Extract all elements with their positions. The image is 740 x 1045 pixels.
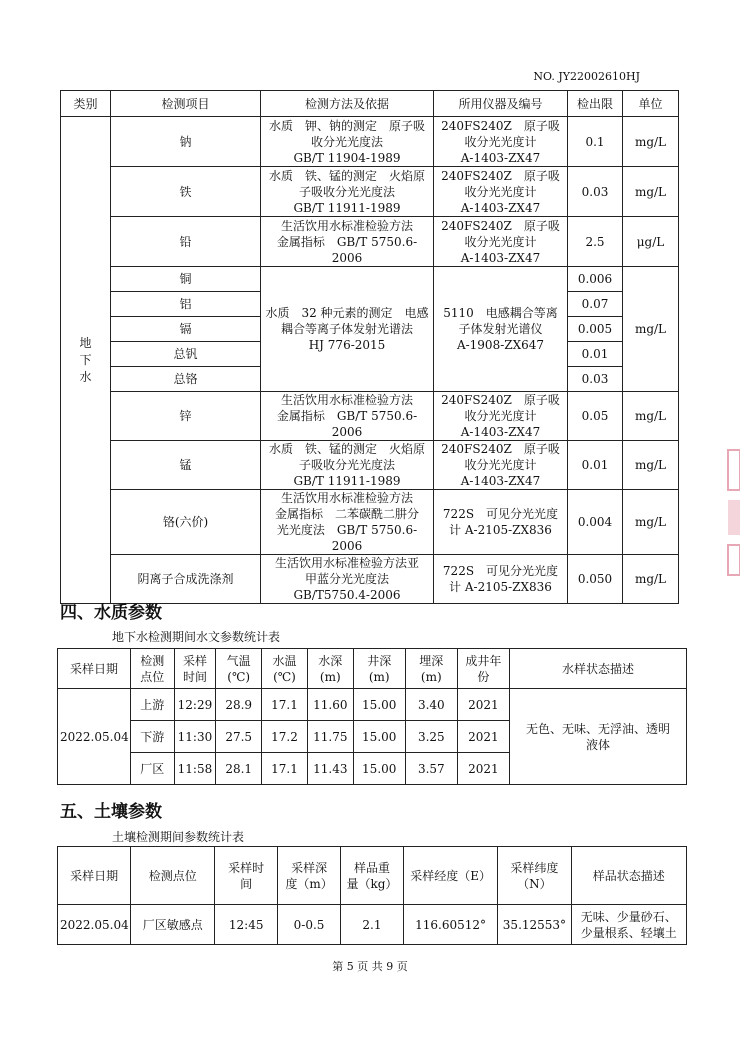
item-cell: 铝 <box>111 292 261 317</box>
date-cell: 2022.05.04 <box>58 689 131 785</box>
instrument-cell: 240FS240Z 原子吸 收分光光度计 A-1403-ZX47 <box>434 217 568 267</box>
table-cell: 11.43 <box>307 753 353 785</box>
unit-cell: mg/L <box>623 267 679 392</box>
table-cell: 35.12553° <box>498 905 571 945</box>
unit-cell: mg/L <box>623 555 679 604</box>
method-cell: 水质 钾、钠的测定 原子吸 收分光光度法 GB/T 11904-1989 <box>261 117 434 167</box>
item-cell: 锌 <box>111 392 261 441</box>
table-row <box>61 267 679 292</box>
table-cell: 28.1 <box>216 753 262 785</box>
table-cell: 17.1 <box>262 689 308 721</box>
table-cell: 17.2 <box>262 721 308 753</box>
header-cell: 水样状态描述 <box>509 649 686 689</box>
limit-cell: 0.006 <box>568 267 623 292</box>
soil-table <box>57 846 687 945</box>
unit-cell: mg/L <box>623 117 679 167</box>
item-cell: 铁 <box>111 167 261 217</box>
method-cell: 生活饮用水标准检验方法 金属指标 GB/T 5750.6-2006 <box>261 217 434 267</box>
table-cell: 厂区敏感点 <box>131 905 215 945</box>
method-cell: 生活饮用水标准检验方法亚 甲蓝分光光度法 GB/T5750.4-2006 <box>261 555 434 604</box>
table-cell: 27.5 <box>216 721 262 753</box>
item-cell: 铅 <box>111 217 261 267</box>
table-caption-water: 地下水检测期间水文参数统计表 <box>112 630 281 644</box>
method-cell: 水质 铁、锰的测定 火焰原 子吸收分光光度法 GB/T 11911-1989 <box>261 167 434 217</box>
header-cell: 采样深 度（m） <box>278 847 341 905</box>
limit-cell: 2.5 <box>568 217 623 267</box>
description-cell: 无味、少量砂石、 少量根系、轻壤土 <box>571 905 686 945</box>
header-cell: 检测项目 <box>111 91 261 117</box>
table-caption-soil: 土壤检测期间参数统计表 <box>112 830 245 844</box>
header-cell: 井深 (m) <box>353 649 405 689</box>
header-cell: 检出限 <box>568 91 623 117</box>
table-row <box>61 217 679 267</box>
unit-cell: mg/L <box>623 490 679 555</box>
item-cell: 铜 <box>111 267 261 292</box>
method-cell: 生活饮用水标准检验方法 金属指标 二苯碳酰二肼分 光光度法 GB/T 5750.6-2006 <box>261 490 434 555</box>
test-method-table <box>60 90 679 604</box>
table-cell: 12:45 <box>215 905 278 945</box>
item-cell: 阴离子合成洗涤剂 <box>111 555 261 604</box>
header-cell: 样品重 量（kg） <box>341 847 404 905</box>
header-cell: 成井年 份 <box>457 649 509 689</box>
table-cell: 2021 <box>457 689 509 721</box>
item-cell: 钠 <box>111 117 261 167</box>
limit-cell: 0.07 <box>568 292 623 317</box>
unit-cell: mg/L <box>623 392 679 441</box>
table-cell: 厂区 <box>130 753 174 785</box>
limit-cell: 0.1 <box>568 117 623 167</box>
instrument-cell: 240FS240Z 原子吸 收分光光度计 A-1403-ZX47 <box>434 441 568 490</box>
header-cell: 检测 点位 <box>130 649 174 689</box>
table-cell: 3.57 <box>405 753 457 785</box>
table-header-row <box>61 91 679 117</box>
header-cell: 水深 (m) <box>307 649 353 689</box>
table-row <box>61 441 679 490</box>
method-cell: 水质 铁、锰的测定 火焰原 子吸收分光光度法 GB/T 11911-1989 <box>261 441 434 490</box>
instrument-cell: 722S 可见分光光度 计 A-2105-ZX836 <box>434 490 568 555</box>
header-cell: 采样经度（E） <box>403 847 497 905</box>
table-cell: 116.60512° <box>403 905 497 945</box>
item-cell: 总钒 <box>111 342 261 367</box>
category-cell <box>61 117 111 604</box>
instrument-cell: 5110 电感耦合等离 子体发射光谱仪 A-1908-ZX647 <box>434 267 568 392</box>
table-row <box>58 689 687 721</box>
table-cell: 2021 <box>457 753 509 785</box>
item-cell: 总铬 <box>111 367 261 392</box>
table-cell: 11:30 <box>174 721 216 753</box>
table-cell: 11.75 <box>307 721 353 753</box>
unit-cell: mg/L <box>623 167 679 217</box>
header-cell: 采样日期 <box>58 649 131 689</box>
table-cell: 12:29 <box>174 689 216 721</box>
header-cell: 样品状态描述 <box>571 847 686 905</box>
table-cell: 3.40 <box>405 689 457 721</box>
table-row <box>61 117 679 167</box>
table-cell: 2.1 <box>341 905 404 945</box>
item-cell: 铬(六价) <box>111 490 261 555</box>
table-cell: 15.00 <box>353 689 405 721</box>
header-cell: 采样 时间 <box>174 649 216 689</box>
table-header-row <box>58 847 687 905</box>
table-cell: 15.00 <box>353 721 405 753</box>
table-row <box>61 167 679 217</box>
table-cell: 11.60 <box>307 689 353 721</box>
header-cell: 类别 <box>61 91 111 117</box>
table-cell: 上游 <box>130 689 174 721</box>
page-footer: 第 5 页 共 9 页 <box>332 960 408 973</box>
instrument-cell: 722S 可见分光光度 计 A-2105-ZX836 <box>434 555 568 604</box>
item-cell: 锰 <box>111 441 261 490</box>
section-title-water: 四、水质参数 <box>60 603 162 623</box>
table-row <box>61 490 679 555</box>
method-cell: 生活饮用水标准检验方法 金属指标 GB/T 5750.6-2006 <box>261 392 434 441</box>
table-row <box>61 555 679 604</box>
description-cell: 无色、无味、无浮油、透明 液体 <box>509 689 686 785</box>
limit-cell: 0.05 <box>568 392 623 441</box>
section-title-soil: 五、土壤参数 <box>60 802 162 822</box>
table-header-row <box>58 649 687 689</box>
table-cell: 28.9 <box>216 689 262 721</box>
limit-cell: 0.01 <box>568 342 623 367</box>
instrument-cell: 240FS240Z 原子吸 收分光光度计 A-1403-ZX47 <box>434 117 568 167</box>
category-label: 地下水 <box>79 335 92 384</box>
header-cell: 水温 (℃) <box>262 649 308 689</box>
header-cell: 单位 <box>623 91 679 117</box>
header-cell: 检测方法及依据 <box>261 91 434 117</box>
item-cell: 镉 <box>111 317 261 342</box>
instrument-cell: 240FS240Z 原子吸 收分光光度计 A-1403-ZX47 <box>434 392 568 441</box>
table-cell: 15.00 <box>353 753 405 785</box>
method-cell: 水质 32 种元素的测定 电感 耦合等离子体发射光谱法 HJ 776-2015 <box>261 267 434 392</box>
limit-cell: 0.050 <box>568 555 623 604</box>
hydrology-table <box>57 648 687 785</box>
instrument-cell: 240FS240Z 原子吸 收分光光度计 A-1403-ZX47 <box>434 167 568 217</box>
table-cell: 下游 <box>130 721 174 753</box>
table-cell: 11:58 <box>174 753 216 785</box>
header-cell: 所用仪器及编号 <box>434 91 568 117</box>
header-cell: 气温 (℃) <box>216 649 262 689</box>
header-cell: 采样纬度 （N） <box>498 847 571 905</box>
limit-cell: 0.005 <box>568 317 623 342</box>
table-row <box>58 905 687 945</box>
unit-cell: mg/L <box>623 441 679 490</box>
seal-stamp-icon <box>726 440 740 590</box>
header-cell: 采样时 间 <box>215 847 278 905</box>
table-cell: 2022.05.04 <box>58 905 131 945</box>
document-number: NO. JY22002610HJ <box>533 70 640 83</box>
table-cell: 17.1 <box>262 753 308 785</box>
unit-cell: μg/L <box>623 217 679 267</box>
header-cell: 埋深 (m) <box>405 649 457 689</box>
table-cell: 3.25 <box>405 721 457 753</box>
table-row <box>61 392 679 441</box>
table-cell: 0-0.5 <box>278 905 341 945</box>
table-cell: 2021 <box>457 721 509 753</box>
limit-cell: 0.03 <box>568 367 623 392</box>
header-cell: 检测点位 <box>131 847 215 905</box>
header-cell: 采样日期 <box>58 847 131 905</box>
limit-cell: 0.004 <box>568 490 623 555</box>
limit-cell: 0.01 <box>568 441 623 490</box>
limit-cell: 0.03 <box>568 167 623 217</box>
